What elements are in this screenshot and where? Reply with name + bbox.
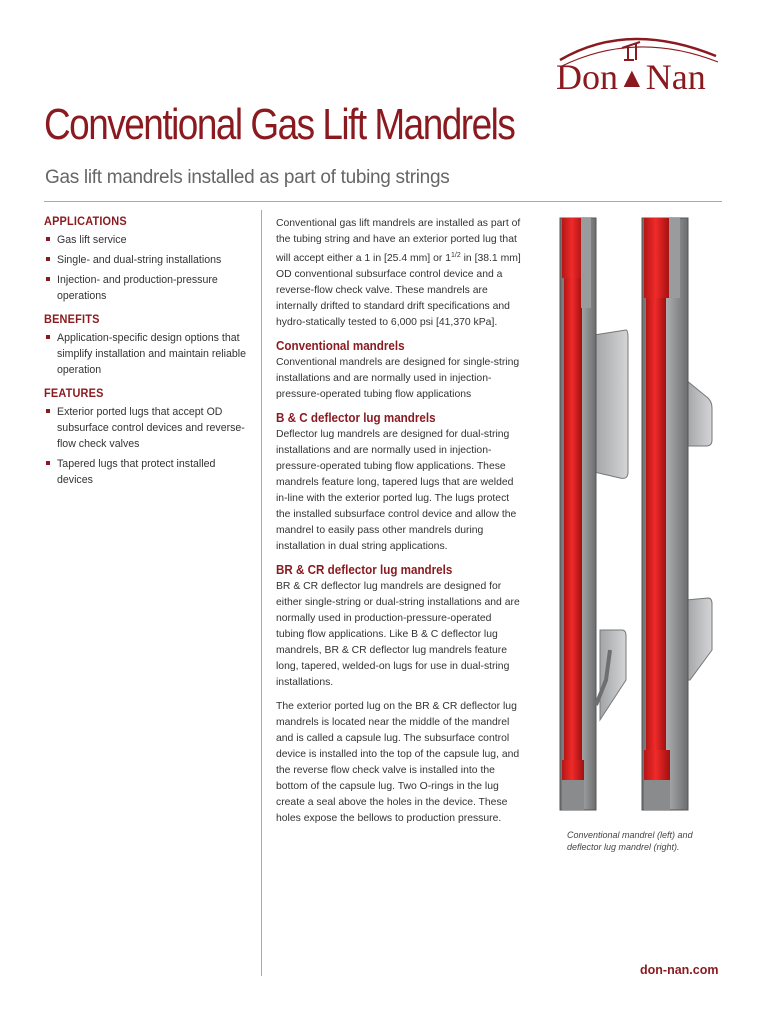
mandrel-figure bbox=[550, 210, 725, 820]
list-item: Exterior ported lugs that accept OD subsurface control devices and reverse-flow check valves bbox=[44, 404, 254, 452]
capsule-lug-text: The exterior ported lug on the BR & CR deflector lug mandrels is located near the middle of the mandrel and is called a capsule lug. The subsurface control device is installed into the top of the capsule lug, and the reverse flow check valve is installed into the bottom of the capsule lug. Two O-rings in the lug create a seal above the holes in the device. These holes expose the bellows to production pressure. bbox=[276, 701, 520, 824]
list-item: Gas lift service bbox=[44, 232, 254, 248]
column-divider bbox=[261, 210, 262, 976]
brcr-deflector-heading: BR & CR deflector lug mandrels bbox=[276, 563, 453, 577]
bc-deflector-heading: B & C deflector lug mandrels bbox=[276, 411, 436, 425]
bc-deflector-text: Deflector lug mandrels are designed for dual-string installations and are normally used in injection-pressure-operated tubing flow applications. These mandrels feature long, tapered lugs that are welded in-line with the exterior ported lug. The lugs protect the installed subsurface control device and allow the mandrel to easily pass other mandrels during installation in dual string applications. bbox=[276, 429, 517, 552]
header-divider bbox=[44, 201, 722, 202]
conventional-mandrel bbox=[560, 218, 628, 810]
list-item: Tapered lugs that protect installed devices bbox=[44, 456, 254, 488]
benefits-section bbox=[44, 314, 254, 378]
conventional-mandrels-text: Conventional mandrels are designed for single-string installations and are normally used in injection-pressure-operated tubing flow applications bbox=[276, 357, 520, 400]
website-link[interactable]: don-nan.com bbox=[640, 963, 719, 977]
mandrel-illustration bbox=[550, 210, 725, 820]
figure-caption: Conventional mandrel (left) and deflector lug mandrel (right). bbox=[567, 830, 693, 852]
page-subtitle: Gas lift mandrels installed as part of tubing strings bbox=[45, 167, 450, 188]
main-column bbox=[276, 216, 521, 835]
deflector-lug-mandrel bbox=[596, 218, 712, 810]
list-item: Injection- and production-pressure operations bbox=[44, 272, 254, 304]
intro-paragraph: Conventional gas lift mandrels are installed as part of the tubing string and have an exterior ported lug that will accept either a 1 in [25.4 mm] or $1^{1/2}$ in [38.1 mm] OD conventional subsurface control device and a reverse-flow check valve. These mandrels are internally drifted to standard drift specifications and hydro-statically tested to 6,000 psi [41,370 kPa]. bbox=[276, 218, 521, 328]
benefits-heading: BENEFITS bbox=[44, 314, 100, 326]
features-heading: FEATURES bbox=[44, 388, 104, 400]
brand-logo bbox=[548, 26, 728, 106]
brcr-deflector-text: BR & CR deflector lug mandrels are designed for either single-string or dual-string installations and are normally used in production-pressure-operated tubing flow applications. Like B & C deflector lug mandrels, BR & CR deflector lug mandrels feature long, tapered, welded-on lugs for use in dual-string installations. bbox=[276, 581, 520, 688]
logo-text: Don▲Nan bbox=[556, 57, 706, 97]
list-item: Application-specific design options that simplify installation and maintain reliable operation bbox=[44, 330, 254, 378]
features-section bbox=[44, 388, 254, 488]
conventional-mandrels-heading: Conventional mandrels bbox=[276, 339, 405, 353]
applications-heading: APPLICATIONS bbox=[44, 216, 127, 228]
list-item: Single- and dual-string installations bbox=[44, 252, 254, 268]
page-title: Conventional Gas Lift Mandrels bbox=[44, 100, 515, 149]
applications-section bbox=[44, 216, 254, 304]
left-column bbox=[44, 216, 254, 498]
